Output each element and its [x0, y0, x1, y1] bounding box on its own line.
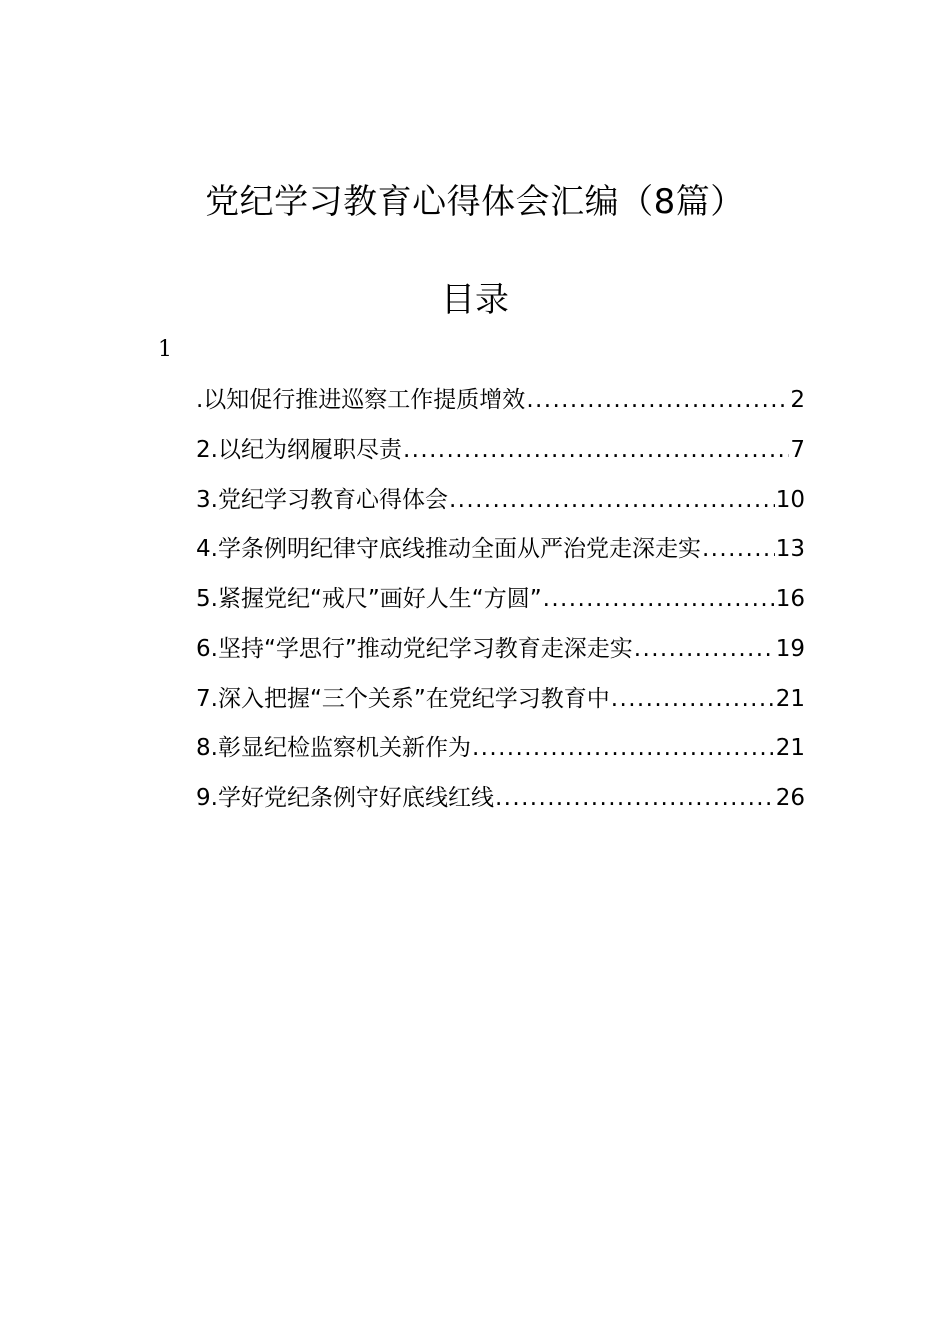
toc-entry-page: 16 — [775, 586, 805, 612]
toc-entry-page: 26 — [775, 785, 805, 811]
document-title: 党纪学习教育心得体会汇编（8篇） — [205, 182, 745, 222]
table-of-contents — [196, 376, 805, 824]
toc-entry[interactable] — [196, 525, 805, 575]
toc-entry-title: 3.党纪学习教育心得体会 — [196, 486, 448, 513]
toc-dot-leader — [495, 774, 775, 824]
toc-dot-leader — [526, 376, 789, 426]
toc-entry[interactable] — [196, 675, 805, 725]
toc-entry-page: 21 — [775, 735, 805, 762]
toc-dot-leader — [472, 724, 775, 774]
toc-entry[interactable] — [196, 376, 805, 426]
toc-dot-leader — [611, 675, 775, 725]
toc-entry-title: 4.学条例明纪律守底线推动全面从严治党走深走实 — [196, 536, 701, 563]
toc-dot-leader — [543, 575, 775, 625]
toc-entry-title: 9.学好党纪条例守好底线红线 — [196, 785, 494, 811]
toc-entry-page: 2 — [790, 387, 805, 413]
toc-entry-page: 19 — [775, 635, 805, 662]
toc-entry[interactable] — [196, 426, 805, 476]
toc-dot-leader — [702, 525, 775, 575]
toc-entry-title: 5.紧握党纪“戒尺”画好人生“方圆” — [196, 586, 542, 612]
toc-entry-title: 2.以纪为纲履职尽责 — [196, 436, 402, 463]
toc-entry-page: 13 — [775, 536, 805, 563]
toc-entry[interactable] — [196, 724, 805, 774]
toc-entry[interactable] — [196, 774, 805, 824]
toc-entry-title: 8.彰显纪检监察机关新作为 — [196, 735, 471, 762]
toc-dot-leader — [634, 625, 775, 675]
page-number-mark: 1 — [158, 337, 172, 362]
toc-heading: 目录 — [441, 280, 509, 320]
toc-entry-title: 7.深入把握“三个关系”在党纪学习教育中 — [196, 685, 610, 712]
toc-entry-page: 7 — [790, 436, 805, 463]
toc-entry-title: .以知促行推进巡察工作提质增效 — [196, 387, 526, 413]
toc-entry-page: 21 — [775, 685, 805, 712]
toc-dot-leader — [403, 426, 789, 476]
toc-entry[interactable] — [196, 575, 805, 625]
toc-entry-page: 10 — [775, 486, 805, 513]
toc-entry[interactable] — [196, 476, 805, 526]
toc-entry[interactable] — [196, 625, 805, 675]
toc-dot-leader — [449, 476, 775, 526]
toc-entry-title: 6.坚持“学思行”推动党纪学习教育走深走实 — [196, 635, 633, 662]
